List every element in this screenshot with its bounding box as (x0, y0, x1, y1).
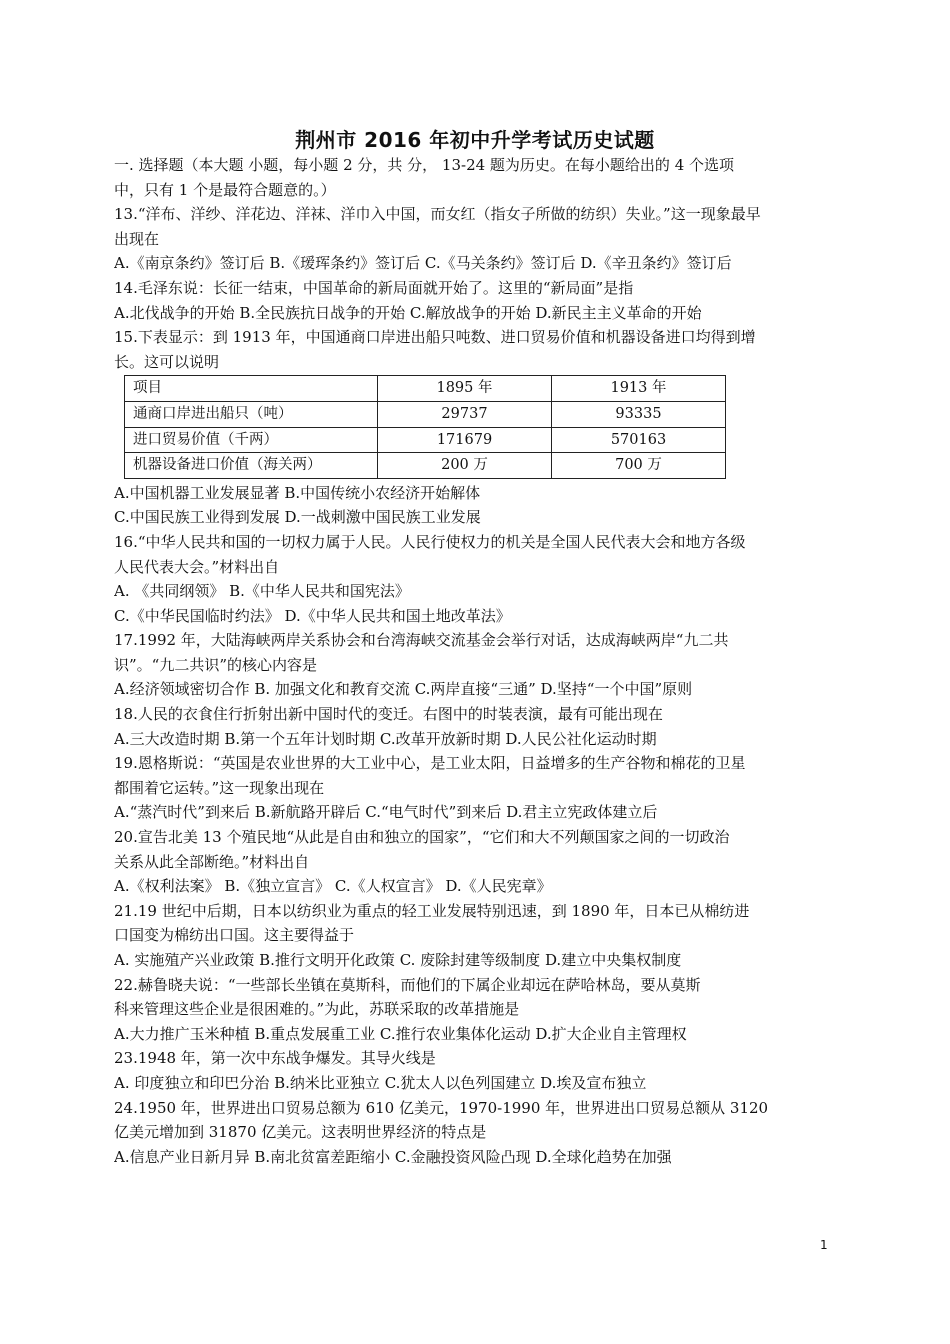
page-title: 荆州市 2016 年初中升学考试历史试题 (295, 128, 655, 152)
intro-line: 中，只有 1 个是最符合题意的。） (114, 180, 336, 199)
question-list (114, 153, 838, 1169)
q18-stem: 18.人民的衣食住行折射出新中国时代的变迁。右图中的时装表演，最有可能出现在 (114, 705, 663, 724)
table-row (125, 453, 726, 479)
table-row (125, 427, 726, 453)
page-number: 1 (820, 1238, 828, 1252)
table-cell: 700 万 (552, 453, 726, 479)
q15-options: A.中国机器工业发展显著 B.中国传统小农经济开始解体 (114, 483, 481, 502)
table-cell: 93335 (552, 401, 726, 427)
table-header-row (125, 376, 726, 402)
q19-options: A.“蒸汽时代”到来后 B.新航路开辟后 C.“电气时代”到来后 D.君主立宪政体建立后 (114, 803, 658, 822)
q24-stem: 亿美元增加到 31870 亿美元。这表明世界经济的特点是 (114, 1123, 487, 1142)
q13-stem: 13.“洋布、洋纱、洋花边、洋袜、洋巾入中国，而女红（指女子所做的纺织）失业。”这一现象最早 (114, 205, 761, 224)
q20-stem: 关系从此全部断绝。”材料出自 (114, 852, 310, 871)
q16-stem: 16.“中华人民共和国的一切权力属于人民。人民行使权力的机关是全国人民代表大会和地方各级 (114, 532, 746, 551)
q22-stem: 科来管理这些企业是很困难的。”为此，苏联采取的改革措施是 (114, 1000, 520, 1019)
q17-stem: 识”。“九二共识”的核心内容是 (114, 655, 318, 674)
q17-options: A.经济领域密切合作 B. 加强文化和教育交流 C.两岸直接“三通” D.坚持“一个中国”原则 (114, 680, 693, 699)
table-cell: 通商口岸进出船只（吨） (125, 401, 378, 427)
q24-stem: 24.1950 年，世界进出口贸易总额为 610 亿美元，1970-1990 年，世界进出口贸易总额从 3120 (114, 1098, 769, 1117)
table-header-cell: 1913 年 (552, 376, 726, 402)
q19-stem: 19.恩格斯说：“英国是农业世界的大工业中心，是工业太阳，日益增多的生产谷物和棉花的卫星 (114, 754, 746, 773)
q22-stem: 22.赫鲁晓夫说：“一些部长坐镇在莫斯科，而他们的下属企业却远在萨哈林岛，要从莫斯 (114, 975, 701, 994)
q15-stem: 15.下表显示：到 1913 年，中国通商口岸进出船只吨数、进口贸易价值和机器设备进口均得到增 (114, 328, 756, 347)
table-row (125, 401, 726, 427)
table-cell: 570163 (552, 427, 726, 453)
q22-options: A.大力推广玉米种植 B.重点发展重工业 C.推行农业集体化运动 D.扩大企业自主管理权 (114, 1024, 687, 1043)
q15-options: C.中国民族工业得到发展 D.一战刺激中国民族工业发展 (114, 508, 481, 527)
table-cell: 200 万 (378, 453, 552, 479)
q17-stem: 17.1992 年，大陆海峡两岸关系协会和台湾海峡交流基金会举行对话，达成海峡两岸“九二共 (114, 631, 729, 650)
q16-options: A. 《共同纲领》 B.《中华人民共和国宪法》 (114, 582, 410, 601)
table-header-cell: 1895 年 (378, 376, 552, 402)
table-cell: 机器设备进口价值（海关两） (125, 453, 378, 479)
table-cell: 29737 (378, 401, 552, 427)
trade-table (124, 375, 726, 478)
q16-options: C.《中华民国临时约法》 D.《中华人民共和国土地改革法》 (114, 606, 511, 625)
q13-stem: 出现在 (114, 229, 160, 248)
q14-stem: 14.毛泽东说：长征一结束，中国革命的新局面就开始了。这里的“新局面”是指 (114, 278, 634, 297)
intro-line: 一. 选择题（本大题 小题，每小题 2 分，共 分， 13-24 题为历史。在每小题给出的 4 个选项 (114, 156, 735, 174)
q21-options: A. 实施殖产兴业政策 B.推行文明开化政策 C. 废除封建等级制度 D.建立中央集权制度 (114, 951, 682, 969)
q19-stem: 都围着它运转。”这一现象出现在 (114, 778, 325, 797)
q16-stem: 人民代表大会。”材料出自 (114, 557, 280, 576)
q14-options: A.北伐战争的开始 B.全民族抗日战争的开始 C.解放战争的开始 D.新民主主义革命的开始 (114, 303, 702, 322)
q23-stem: 23.1948 年，第一次中东战争爆发。其导火线是 (114, 1049, 436, 1068)
q15-stem: 长。这可以说明 (114, 352, 220, 371)
q21-stem: 21.19 世纪中后期，日本以纺织业为重点的轻工业发展特别迅速，到 1890 年，日本已从棉纺进 (114, 901, 750, 920)
q21-stem: 口国变为棉纺出口国。这主要得益于 (114, 926, 355, 945)
q20-stem: 20.宣告北美 13 个殖民地“从此是自由和独立的国家”，“它们和大不列颠国家之间的一切政治 (114, 828, 730, 847)
q20-options: A.《权利法案》 B.《独立宣言》 C.《人权宣言》 D.《人民宪章》 (114, 877, 552, 896)
q24-options: A.信息产业日新月异 B.南北贫富差距缩小 C.金融投资风险凸现 D.全球化趋势在加强 (114, 1147, 672, 1166)
table-cell: 进口贸易价值（千两） (125, 427, 378, 453)
q18-options: A.三大改造时期 B.第一个五年计划时期 C.改革开放新时期 D.人民公社化运动时期 (114, 729, 657, 748)
q23-options: A. 印度独立和印巴分治 B.纳米比亚独立 C.犹太人以色列国建立 D.埃及宣布独立 (114, 1073, 647, 1092)
table-header-cell: 项目 (125, 376, 378, 402)
table-cell: 171679 (378, 427, 552, 453)
q13-options: A.《南京条约》签订后 B.《瑷珲条约》签订后 C.《马关条约》签订后 D.《辛丑条约》签订后 (114, 254, 732, 273)
